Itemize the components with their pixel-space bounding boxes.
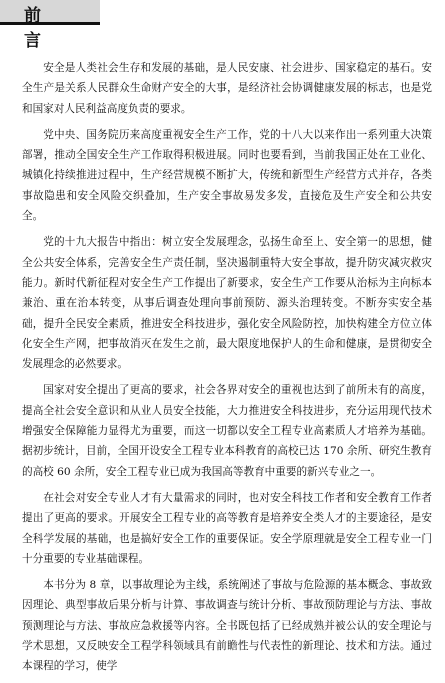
paragraph-6: 本书分为 8 章，以事故理论为主线，系统阐述了事故与危险源的基本概念、事故致因理论、典型事故后果分析与计算、事故调查与统计分析、事故预防理论与方法、事故预测理论与方法、事故应急救援等内容。全书既包括了已经成熟并被公认的安全理论与学术思想，又反映安全工程学科领域具有前瞻性与代表性的新理论、技术和方法。通过本课程的学习，使学: [22, 579, 432, 673]
title-bar: [0, 0, 100, 51]
document-body: [22, 58, 432, 683]
paragraph-2: 党中央、国务院历来高度重视安全生产工作，党的十八大以来作出一系列重大决策部署，推动全国安全生产工作取得积极进展。同时也要看到，当前我国正处在工业化、城镇化持续推进过程中，生产经营规模不断扩大，传统和新型生产经营方式并存，各类事故隐患和安全风险交织叠加，生产安全事故易发多发，直接危及生产安全和公共安全。: [22, 128, 432, 223]
paragraph-1: 安全是人类社会生存和发展的基础，是人民安康、社会进步、国家稳定的基石。安全生产是关系人民群众生命财产安全的大事，是经济社会协调健康发展的标志，也是党和国家对人民利益高度负责的要求。: [22, 62, 432, 115]
paragraph-5: 在社会对安全专业人才有大量需求的同时，也对安全科技工作者和安全教育工作者提出了更高的要求。开展安全工程专业的高等教育是培养安全类人才的主要途径，是安全科学发展的基础，也是搞好安全工作的重要保证。安全学原理就是安全工程专业一门十分重要的专业基础课程。: [22, 491, 432, 565]
page-title: 前 言: [24, 6, 57, 51]
paragraph-3: 党的十九大报告中指出：树立安全发展理念，弘扬生命至上、安全第一的思想，健全公共安全体系，完善安全生产责任制，坚决遏制重特大安全事故，提升防灾减灾救灾能力。新时代新征程对安全生产工作提出了新要求，安全生产工作要从治标为主向标本兼治、重在治本转变，从事后调查处理向事前预防、源头治理转变。不断夯实安全基础，提升全民安全素质，推进安全科技进步，强化安全风险防控，加快构建全方位立体化安全生产网，把事故消灭在发生之前，最大限度地保护人的生命和健康，是贯彻安全发展理念的必然要求。: [22, 236, 432, 371]
paragraph-4: 国家对安全提出了更高的要求，社会各界对安全的重视也达到了前所未有的高度，提高全社会安全意识和从业人员安全技能，大力推进安全科技进步，充分运用现代技术增强安全保障能力显得尤为重要，而这一切都以安全工程专业高素质人才培养为基础。据初步统计，目前，全国开设安全工程专业本科教育的高校已达 170 余所、研究生教育的高校 60 余所，安全工程专业已成为我国高等教育中重要的新兴专业之一。: [22, 384, 432, 478]
